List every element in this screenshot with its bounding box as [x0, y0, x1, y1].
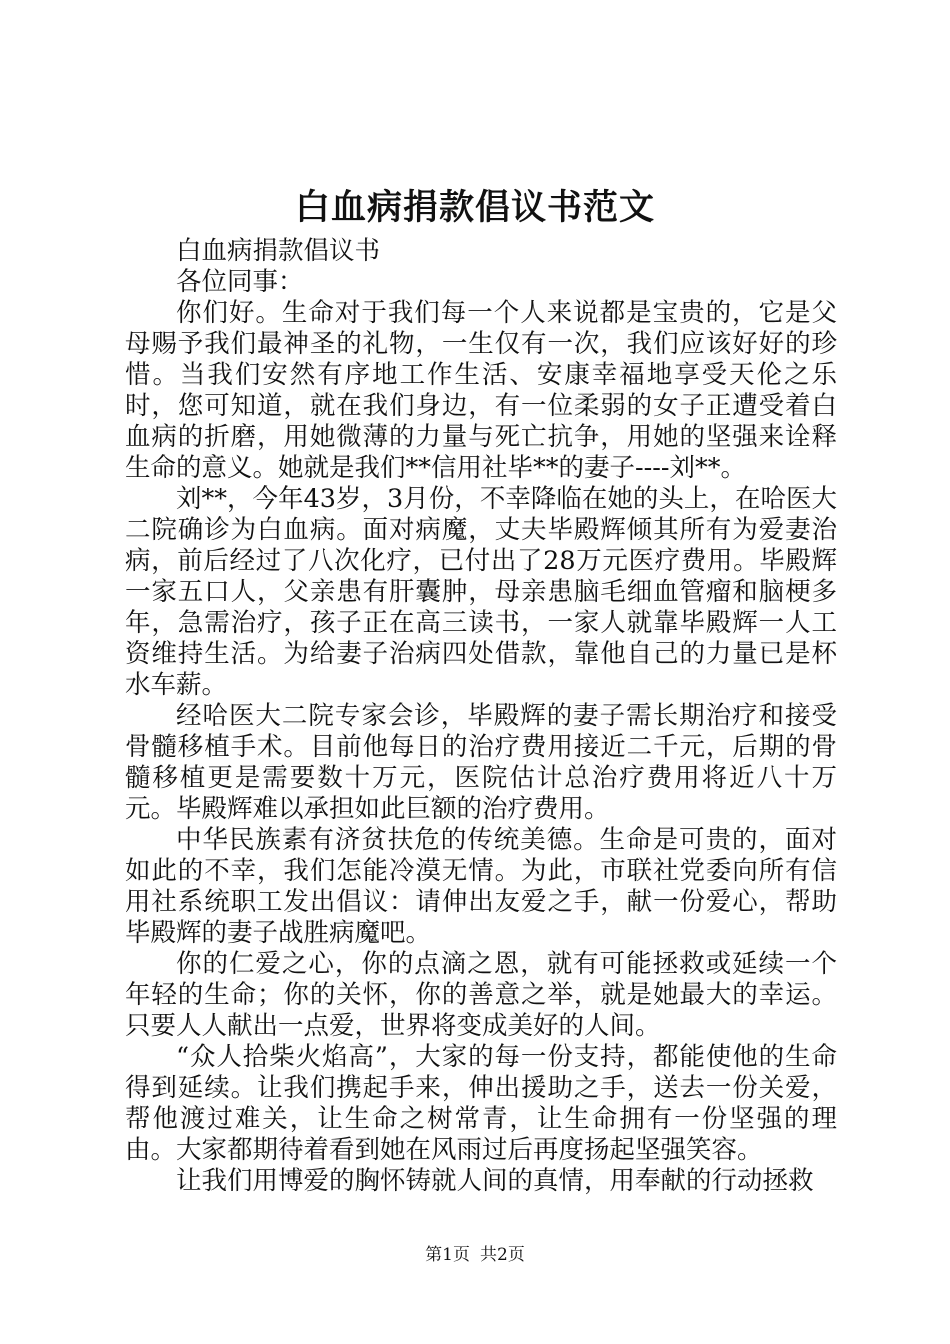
- page-title: 白血病捐款倡议书范文: [294, 187, 655, 228]
- body-paragraph: 中华民族素有济贫扶危的传统美德。生命是可贵的，面对如此的不幸，我们怎能冷漠无情。为此，市联社党委向所有信用社系统职工发出倡议：请伸出友爱之手，献一份爱心，帮助毕殿辉的妻子战胜病魔吧。: [125, 825, 837, 948]
- body-paragraph: 刘**，今年43岁，3月份，不幸降临在她的头上，在哈医大二院确诊为白血病。面对病魔，丈夫毕殿辉倾其所有为爱妻治病，前后经过了八次化疗，已付出了28万元医疗费用。毕殿辉一家五口人，父亲患有肝囊肿，母亲患脑毛细血管瘤和脑梗多年，急需治疗，孩子正在高三读书，一家人就靠毕殿辉一人工资维持生活。为给妻子治病四处借款，靠他自己的力量已是杯水车薪。: [125, 484, 837, 700]
- page-total: 共2页: [480, 1245, 525, 1265]
- body-paragraph: 你们好。生命对于我们每一个人来说都是宝贵的，它是父母赐予我们最神圣的礼物，一生仅有一次，我们应该好好的珍惜。当我们安然有序地工作生活、安康幸福地享受天伦之乐时，您可知道，就在我们身边，有一位柔弱的女子正遭受着白血病的折磨，用她微薄的力量与死亡抗争，用她的坚强来诠释生命的意义。她就是我们**信用社毕**的妻子----刘**。: [125, 298, 837, 483]
- page-footer: [0, 1244, 950, 1266]
- body-paragraph: “众人拾柴火焰高”，大家的每一份支持，都能使他的生命得到延续。让我们携起手来，伸出援助之手，送去一份关爱，帮他渡过难关，让生命之树常青，让生命拥有一份坚强的理由。大家都期待着看到她在风雨过后再度扬起坚强笑容。: [125, 1042, 837, 1165]
- body-paragraph: 让我们用博爱的胸怀铸就人间的真情，用奉献的行动拯救: [176, 1166, 814, 1196]
- body-paragraph: 经哈医大二院专家会诊，毕殿辉的妻子需长期治疗和接受骨髓移植手术。目前他每日的治疗费用接近二千元，后期的骨髓移植更是需要数十万元，医院估计总治疗费用将近八十万元。毕殿辉难以承担如此巨额的治疗费用。: [125, 701, 837, 824]
- body-paragraph-heading: 白血病捐款倡议书: [176, 236, 381, 266]
- document-body: [125, 236, 837, 1197]
- body-paragraph-salutation: 各位同事：: [176, 267, 304, 297]
- page-number: 第1页: [425, 1245, 470, 1265]
- body-paragraph: 你的仁爱之心，你的点滴之恩，就有可能拯救或延续一个年轻的生命；你的关怀，你的善意之举，就是她最大的幸运。只要人人献出一点爱，世界将变成美好的人间。: [125, 949, 837, 1041]
